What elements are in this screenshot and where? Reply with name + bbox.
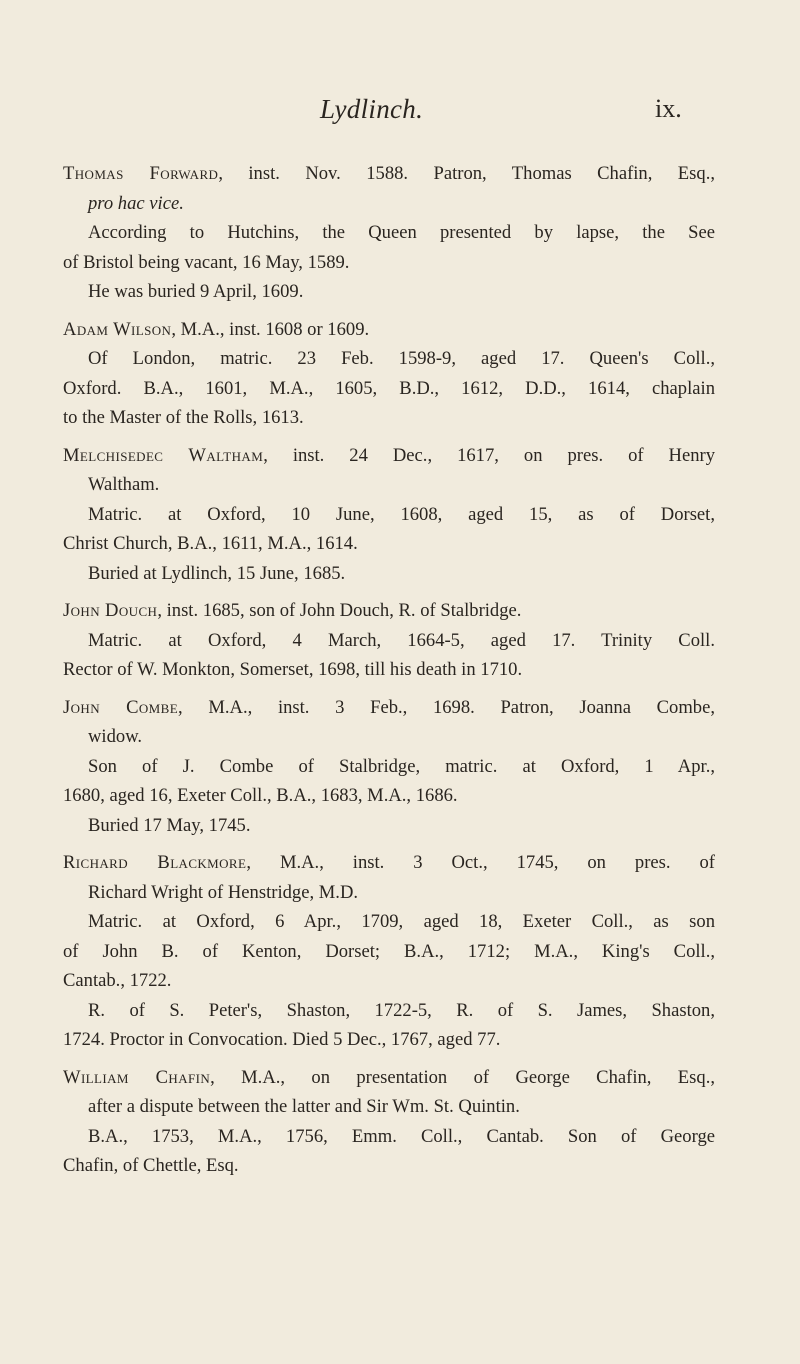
incumbent-name: John Douch — [63, 600, 158, 621]
entry-heading-continuation: Richard Wright of Henstridge, M.D. — [88, 881, 359, 903]
entry-heading-text: , M.A., inst. 3 Oct., 1745, on pres. of — [246, 852, 715, 873]
entry-heading — [63, 848, 715, 878]
note-line: Cantab., 1722. — [63, 970, 172, 991]
entry-heading-continuation: pro hac vice. — [88, 192, 184, 214]
entry-heading — [63, 1063, 715, 1093]
entry-heading-text: , inst. Nov. 1588. Patron, Thomas Chafin, Esq., — [218, 163, 715, 184]
note-line: of Bristol being vacant, 16 May, 1589. — [63, 251, 350, 273]
entry-heading-text: , M.A., inst. 1608 or 1609. — [171, 318, 370, 340]
note-line: R. of S. Peter's, Shaston, 1722-5, R. of S. James, Shaston, — [88, 999, 715, 1021]
incumbent-entry — [63, 441, 715, 589]
entry-heading-continuation: after a dispute between the latter and Sir Wm. St. Quintin. — [88, 1096, 520, 1117]
note-line: He was buried 9 April, 1609. — [88, 281, 304, 302]
note-line: Oxford. B.A., 1601, M.A., 1605, B.D., 1612, D.D., 1614, chaplain — [63, 377, 715, 399]
incumbent-entry — [63, 596, 715, 685]
incumbent-name: Richard Blackmore — [63, 852, 247, 873]
entry-heading-text: , M.A., on presentation of George Chafin, Esq., — [210, 1066, 715, 1088]
page-header — [0, 94, 800, 134]
note-line: of John B. of Kenton, Dorset; B.A., 1712; M.A., King's Coll., — [63, 940, 715, 962]
note-line: Matric. at Oxford, 6 Apr., 1709, aged 18, Exeter Coll., as son — [88, 911, 715, 932]
note-line: to the Master of the Rolls, 1613. — [63, 407, 304, 428]
incumbent-name: Thomas Forward — [63, 163, 219, 184]
entry-heading — [63, 441, 715, 471]
note-line: Christ Church, B.A., 1611, M.A., 1614. — [63, 533, 358, 554]
incumbent-name: Adam Wilson — [63, 318, 172, 340]
entry-heading — [63, 596, 715, 626]
entry-heading-text: , inst. 24 Dec., 1617, on pres. of Henry — [263, 444, 715, 466]
incumbent-entry — [63, 1063, 715, 1181]
note-line: Buried 17 May, 1745. — [88, 814, 251, 836]
entry-heading — [63, 315, 715, 345]
incumbent-list — [63, 159, 715, 1189]
note-line: Chafin, of Chettle, Esq. — [63, 1155, 239, 1176]
note-line: Rector of W. Monkton, Somerset, 1698, till his death in 1710. — [63, 659, 523, 680]
note-line: Matric. at Oxford, 10 June, 1608, aged 15, as of Dorset, — [88, 503, 715, 525]
entry-heading-continuation: widow. — [88, 726, 143, 747]
entry-heading-text: , M.A., inst. 3 Feb., 1698. Patron, Joanna Combe, — [178, 696, 716, 718]
running-title: Lydlinch. — [320, 94, 424, 124]
incumbent-name: William Chafin — [63, 1066, 211, 1088]
note-line: According to Hutchins, the Queen presented by lapse, the See — [88, 222, 715, 243]
note-line: Of London, matric. 23 Feb. 1598-9, aged 17. Queen's Coll., — [88, 348, 715, 369]
note-line: 1680, aged 16, Exeter Coll., B.A., 1683, M.A., 1686. — [63, 785, 458, 806]
entry-heading-text: , inst. 1685, son of John Douch, R. of Stalbridge. — [157, 600, 522, 621]
note-line: Matric. at Oxford, 4 March, 1664-5, aged 17. Trinity Coll. — [88, 629, 715, 651]
page-number: ix. — [655, 94, 682, 123]
incumbent-entry — [63, 848, 715, 1055]
incumbent-name: John Combe — [63, 696, 179, 718]
note-line: Son of J. Combe of Stalbridge, matric. at Oxford, 1 Apr., — [88, 755, 715, 777]
note-line: Buried at Lydlinch, 15 June, 1685. — [88, 562, 346, 584]
note-line: B.A., 1753, M.A., 1756, Emm. Coll., Cantab. Son of George — [88, 1125, 715, 1147]
entry-heading — [63, 159, 715, 189]
entry-heading-continuation: Waltham. — [88, 474, 160, 495]
incumbent-entry — [63, 315, 715, 433]
incumbent-entry — [63, 159, 715, 307]
entry-heading — [63, 693, 715, 723]
note-line: 1724. Proctor in Convocation. Died 5 Dec., 1767, aged 77. — [63, 1029, 501, 1050]
incumbent-entry — [63, 693, 715, 841]
incumbent-name: Melchisedec Waltham — [63, 444, 264, 466]
